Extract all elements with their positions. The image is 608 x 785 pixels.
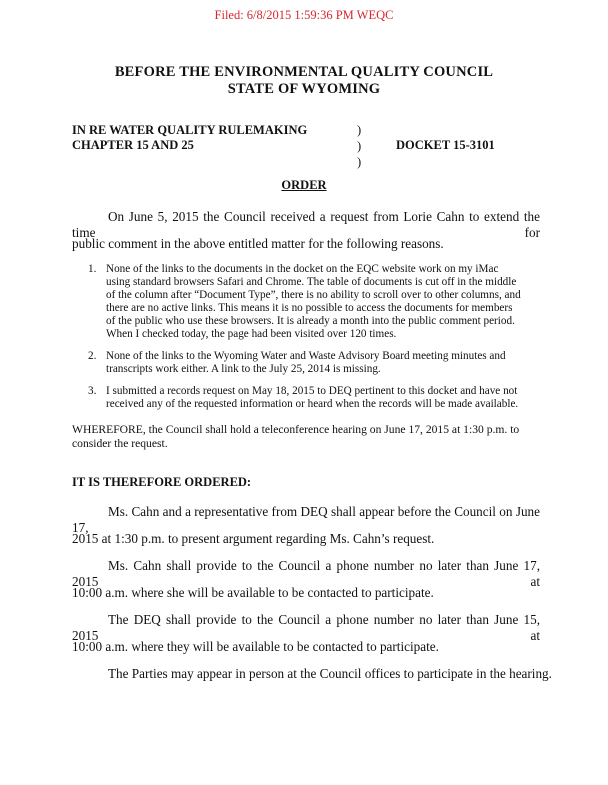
caption-paren: ): [357, 155, 362, 169]
wherefore-paragraph: WHEREFORE, the Council shall hold a teleconference hearing on June 17, 2015 at 1:30 p.m. to consider the request.: [72, 423, 520, 450]
filing-stamp: Filed: 6/8/2015 1:59:36 PM WEQC: [214, 8, 394, 22]
list-item: [88, 385, 524, 411]
order-3-line-2: 10:00 a.m. where they will be available to be contacted to participate.: [72, 639, 439, 654]
order-3-line-1: The DEQ shall provide to the Council a phone number no later than June 15, 2015 at: [72, 612, 540, 643]
list-item-text: None of the links to the documents in the docket on the EQC website work on my iMac using standard browsers Safari and Chrome. The table of documents is cut off in the middle of the column after “Document Type”, there is no ability to scroll over to other columns, and there are no active links. This means it is no possible to access the documents for members of the public who use these browsers. It is already a month into the public comment period. When I checked today, the page had been visited over 120 times.: [106, 263, 521, 340]
list-item-text: None of the links to the Wyoming Water and Waste Advisory Board meeting minutes and transcripts work either. A link to the July 25, 2014 is missing.: [106, 350, 506, 375]
intro-line-2: public comment in the above entitled matter for the following reasons.: [72, 236, 444, 251]
list-item-text: I submitted a records request on May 18, 2015 to DEQ pertinent to this docket and have not received any of the requested information or heard when the records will be made available.: [106, 385, 519, 410]
caption-paren: ): [357, 123, 362, 137]
order-1-line-1: Ms. Cahn and a representative from DEQ shall appear before the Council on June 17,: [72, 504, 540, 535]
list-item: [88, 350, 524, 376]
order-2-line-1: Ms. Cahn shall provide to the Council a phone number no later than June 17, 2015 at: [72, 558, 540, 589]
docket-number: DOCKET 15-3101: [396, 138, 495, 152]
list-item: [88, 263, 524, 341]
document-title-line-1: BEFORE THE ENVIRONMENTAL QUALITY COUNCIL: [114, 64, 494, 80]
list-item-number: 2.: [88, 350, 97, 362]
intro-line-1: On June 5, 2015 the Council received a request from Lorie Cahn to extend the time for: [72, 209, 540, 240]
list-item-number: 3.: [88, 385, 97, 397]
order-title: ORDER: [281, 178, 327, 192]
caption-line-2: CHAPTER 15 AND 25: [72, 138, 194, 152]
order-4-line-1: The Parties may appear in person at the Council offices to participate in the hearing.: [108, 666, 552, 681]
ordered-heading: IT IS THEREFORE ORDERED:: [72, 475, 252, 489]
order-2-line-2: 10:00 a.m. where she will be available to be contacted to participate.: [72, 585, 434, 600]
document-title-line-2: STATE OF WYOMING: [227, 81, 381, 97]
caption-paren: ): [357, 139, 362, 153]
caption-line-1: IN RE WATER QUALITY RULEMAKING: [72, 123, 308, 137]
order-1-line-2: 2015 at 1:30 p.m. to present argument regarding Ms. Cahn’s request.: [72, 531, 435, 546]
list-item-number: 1.: [88, 263, 97, 275]
